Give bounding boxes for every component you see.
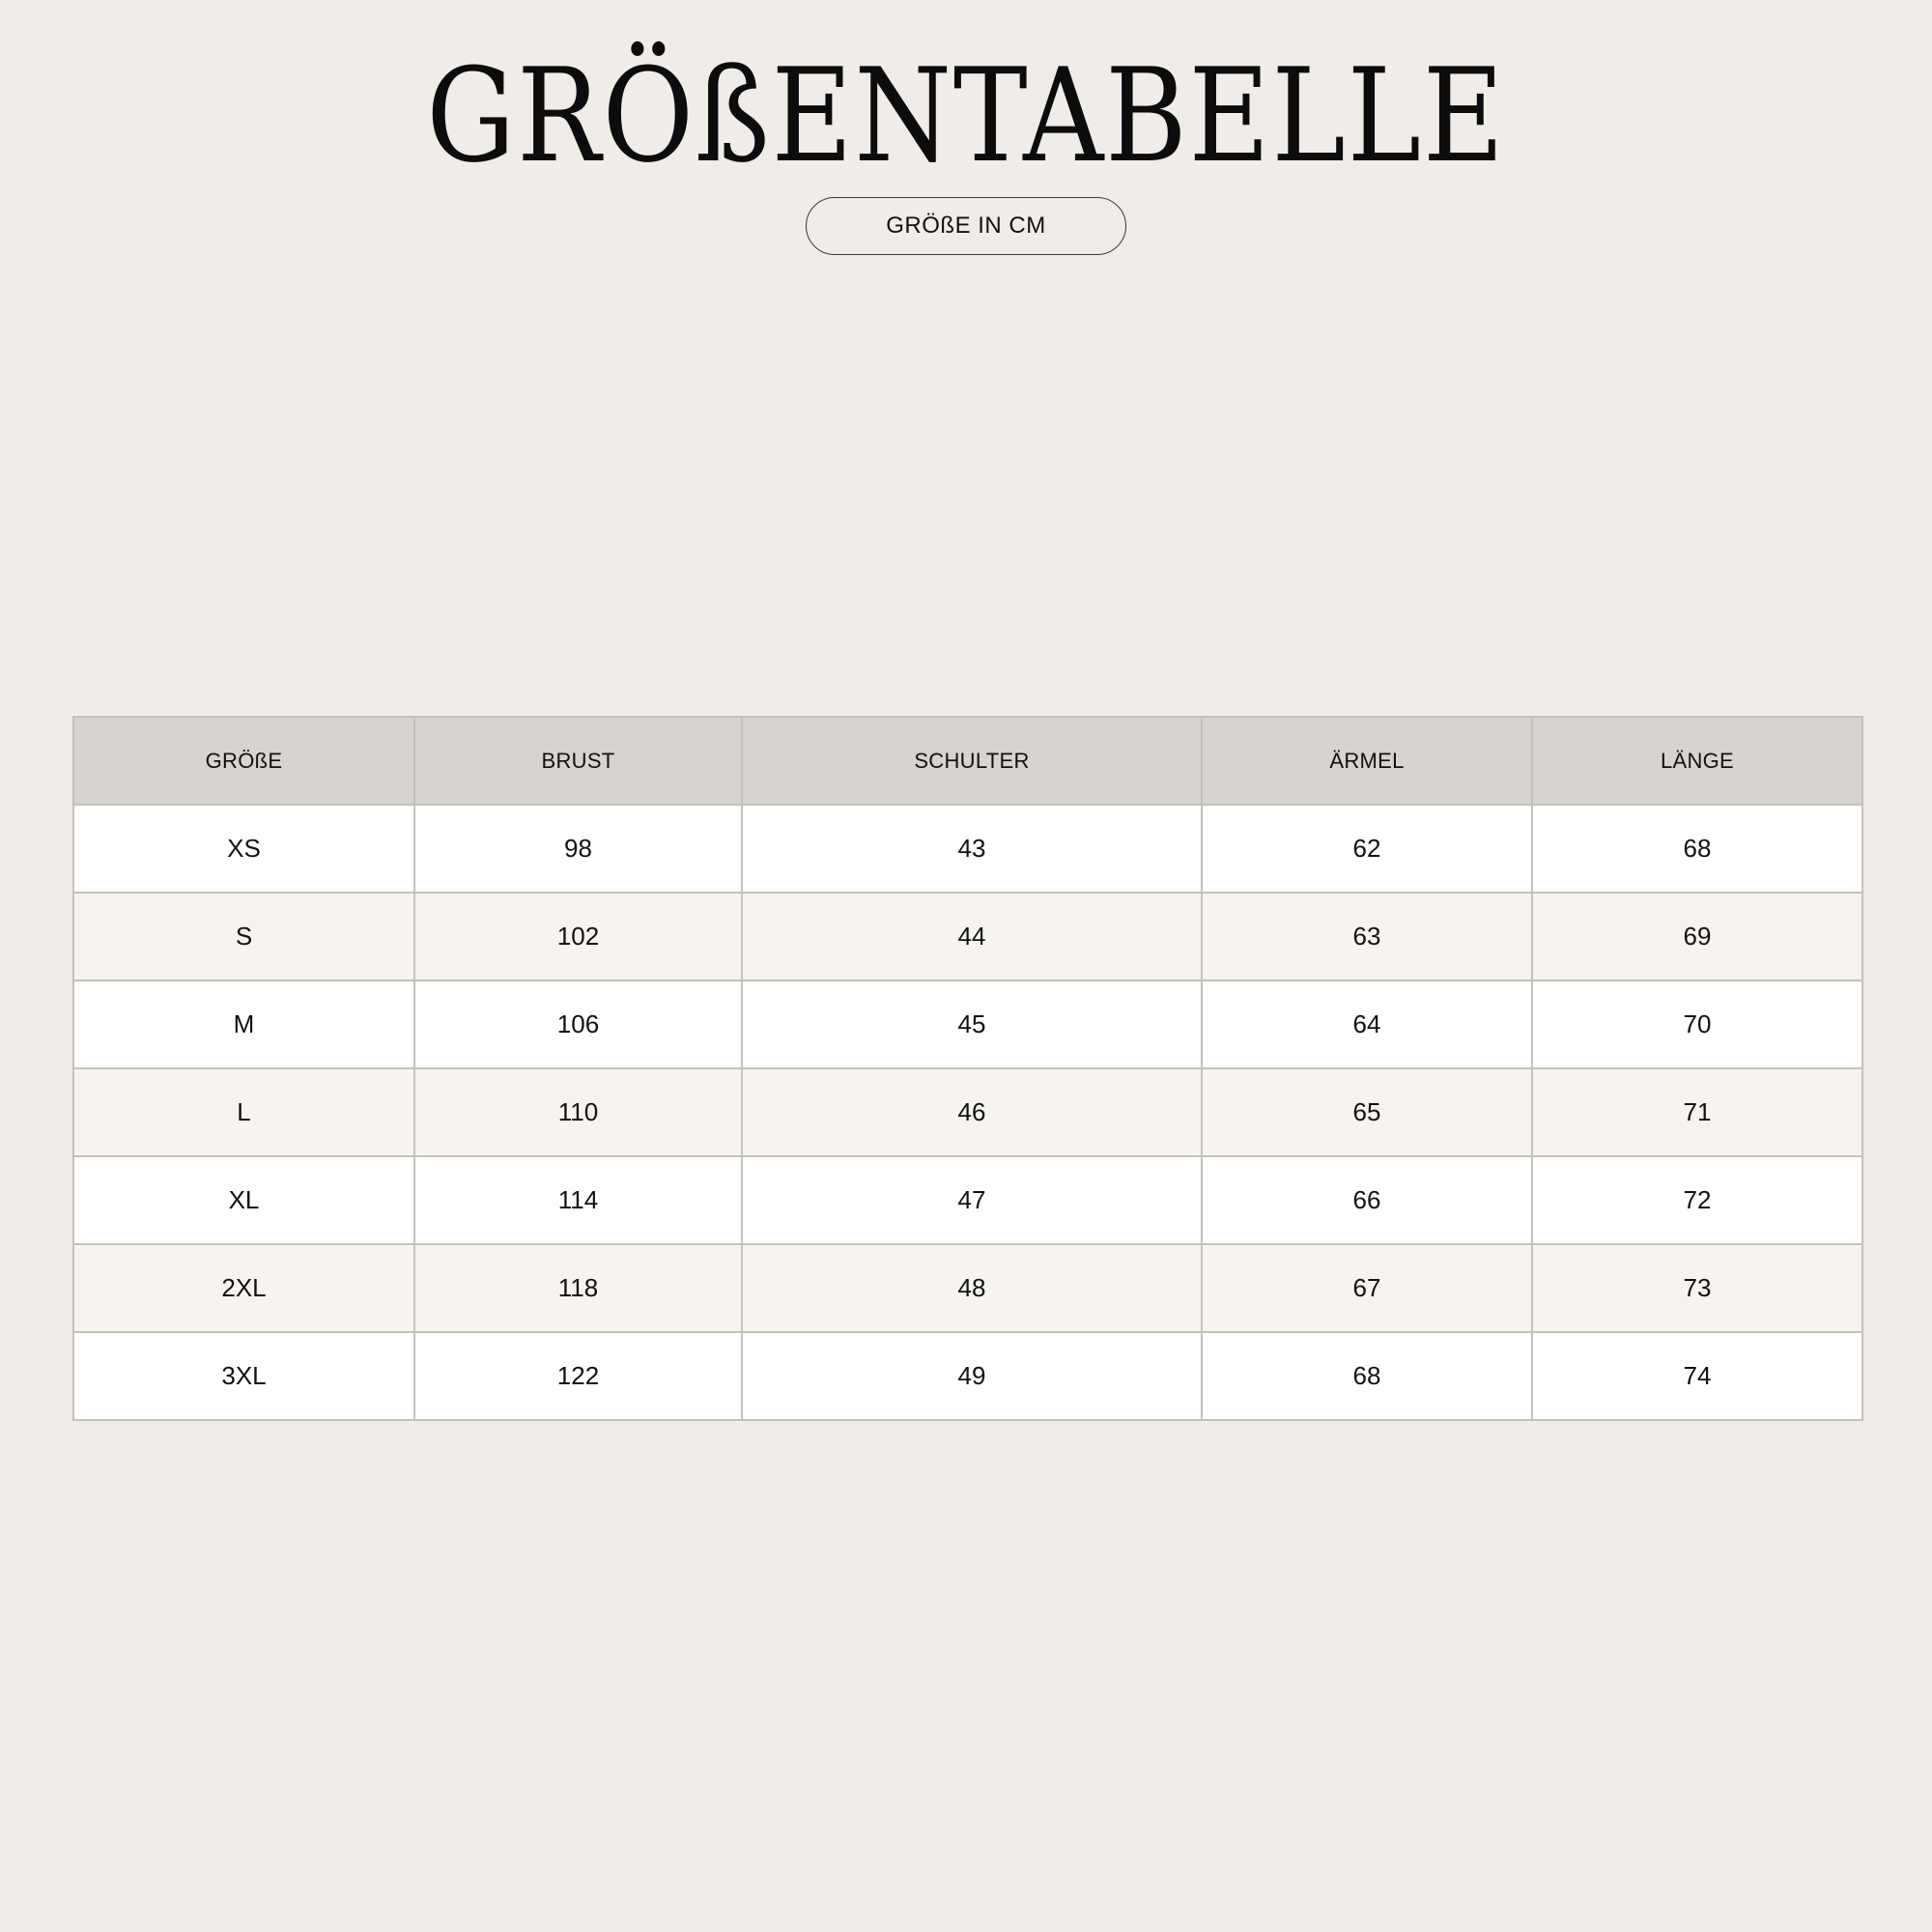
cell-chest: 98 xyxy=(414,805,742,893)
header-length: LÄNGE xyxy=(1532,717,1862,805)
cell-length: 68 xyxy=(1532,805,1862,893)
table-row xyxy=(73,1332,1862,1420)
header-sleeve: ÄRMEL xyxy=(1202,717,1532,805)
cell-chest: 122 xyxy=(414,1332,742,1420)
table-row xyxy=(73,1156,1862,1244)
table-row xyxy=(73,980,1862,1068)
cell-size: L xyxy=(73,1068,414,1156)
cell-shoulder: 44 xyxy=(742,893,1202,980)
cell-length: 71 xyxy=(1532,1068,1862,1156)
cell-shoulder: 43 xyxy=(742,805,1202,893)
cell-size: XS xyxy=(73,805,414,893)
cell-sleeve: 63 xyxy=(1202,893,1532,980)
cell-size: S xyxy=(73,893,414,980)
size-table xyxy=(72,716,1863,1421)
table-header-row xyxy=(73,717,1862,805)
cell-chest: 102 xyxy=(414,893,742,980)
cell-chest: 118 xyxy=(414,1244,742,1332)
table-row xyxy=(73,893,1862,980)
cell-sleeve: 67 xyxy=(1202,1244,1532,1332)
cell-size: M xyxy=(73,980,414,1068)
table-row xyxy=(73,1068,1862,1156)
header-size: GRÖßE xyxy=(73,717,414,805)
cell-length: 70 xyxy=(1532,980,1862,1068)
cell-chest: 114 xyxy=(414,1156,742,1244)
cell-shoulder: 49 xyxy=(742,1332,1202,1420)
cell-sleeve: 66 xyxy=(1202,1156,1532,1244)
cell-size: XL xyxy=(73,1156,414,1244)
cell-sleeve: 65 xyxy=(1202,1068,1532,1156)
cell-chest: 110 xyxy=(414,1068,742,1156)
cell-length: 74 xyxy=(1532,1332,1862,1420)
cell-length: 73 xyxy=(1532,1244,1862,1332)
header-chest: BRUST xyxy=(414,717,742,805)
cell-shoulder: 47 xyxy=(742,1156,1202,1244)
header-shoulder: SCHULTER xyxy=(742,717,1202,805)
cell-sleeve: 64 xyxy=(1202,980,1532,1068)
cell-shoulder: 46 xyxy=(742,1068,1202,1156)
page-title: GRÖßENTABELLE xyxy=(426,41,1506,191)
cell-shoulder: 45 xyxy=(742,980,1202,1068)
table-row xyxy=(73,1244,1862,1332)
cell-sleeve: 68 xyxy=(1202,1332,1532,1420)
cell-shoulder: 48 xyxy=(742,1244,1202,1332)
cell-sleeve: 62 xyxy=(1202,805,1532,893)
cell-size: 3XL xyxy=(73,1332,414,1420)
unit-badge: GRÖßE IN CM xyxy=(806,197,1126,255)
cell-length: 69 xyxy=(1532,893,1862,980)
cell-size: 2XL xyxy=(73,1244,414,1332)
cell-chest: 106 xyxy=(414,980,742,1068)
cell-length: 72 xyxy=(1532,1156,1862,1244)
table-row xyxy=(73,805,1862,893)
